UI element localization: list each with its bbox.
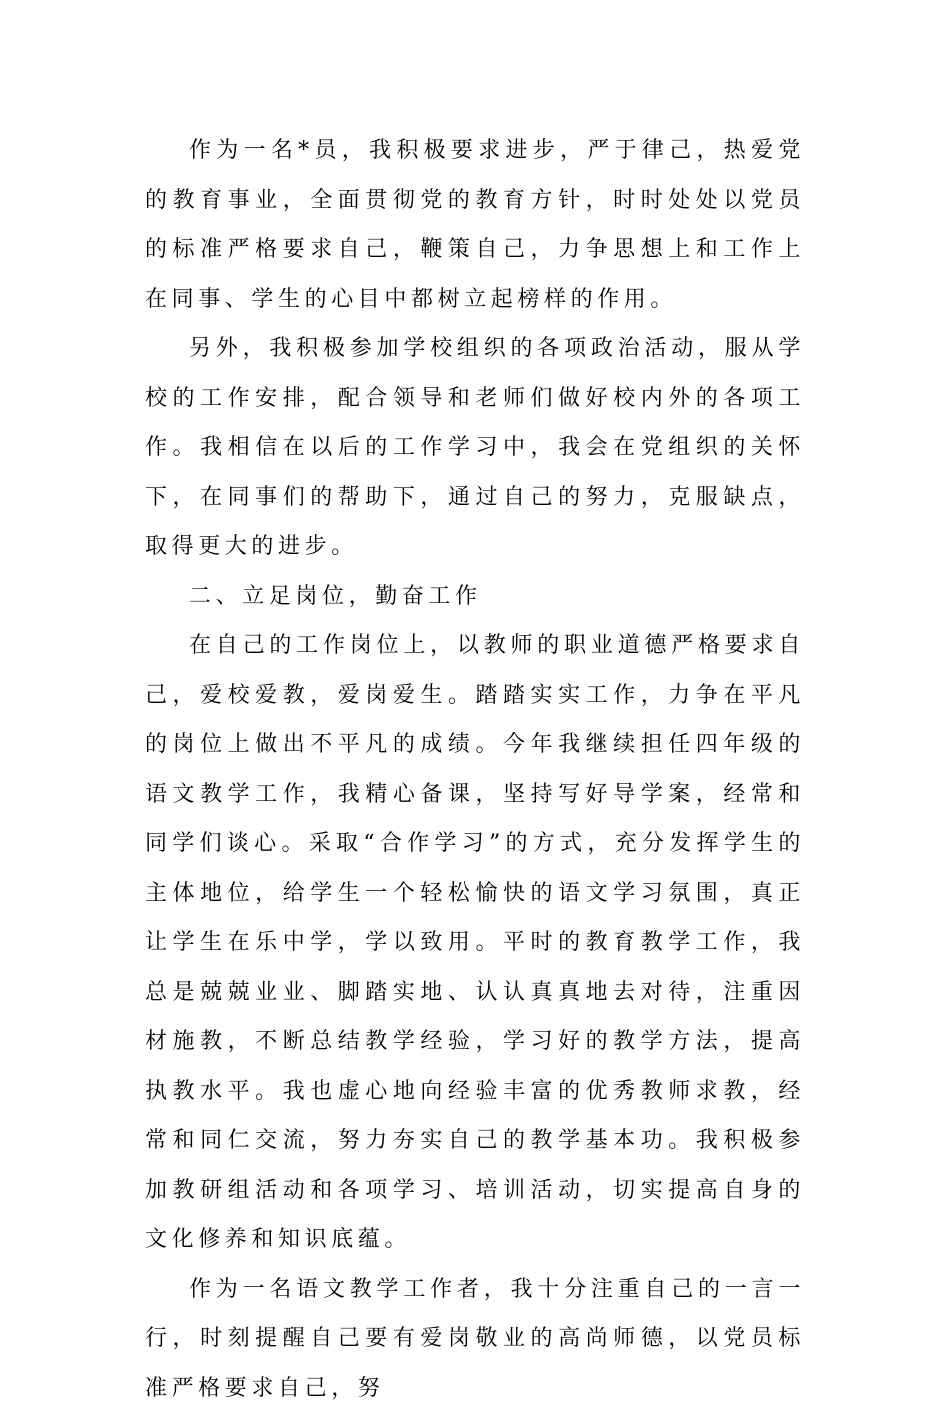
paragraph-party-member: 作为一名*员，我积极要求进步，严于律己，热爱党的教育事业，全面贯彻党的教育方针，时时处处以党员的标准严格要求自己，鞭策自己，力争思想上和工作上在同事、学生的心目中都树立起榜样的作用。 — [145, 126, 805, 324]
paragraph-activities: 另外，我积极参加学校组织的各项政治活动，服从学校的工作安排，配合领导和老师们做好校内外的各项工作。我相信在以后的工作学习中，我会在党组织的关怀下，在同事们的帮助下，通过自己的努力，克服缺点，取得更大的进步。 — [145, 324, 805, 572]
document-body — [145, 126, 805, 1413]
paragraph-teaching-work: 在自己的工作岗位上，以教师的职业道德严格要求自己，爱校爱教，爱岗爱生。踏踏实实工作，力争在平凡的岗位上做出不平凡的成绩。今年我继续担任四年级的语文教学工作，我精心备课，坚持写好导学案，经常和同学们谈心。采取“合作学习”的方式，充分发挥学生的主体地位，给学生一个轻松愉快的语文学习氛围，真正让学生在乐中学，学以致用。平时的教育教学工作，我总是兢兢业业、脚踏实地、认认真真地去对待，注重因材施教，不断总结教学经验，学习好的教学方法，提高执教水平。我也虚心地向经验丰富的优秀教师求教，经常和同仁交流，努力夯实自己的教学基本功。我积极参加教研组活动和各项学习、培训活动，切实提高自身的文化修养和知识底蕴。 — [145, 621, 805, 1265]
section-heading: 二、立足岗位，勤奋工作 — [145, 572, 805, 622]
paragraph-teacher-ethics: 作为一名语文教学工作者，我十分注重自己的一言一行，时刻提醒自己要有爱岗敬业的高尚师德，以党员标准严格要求自己，努 — [145, 1265, 805, 1413]
